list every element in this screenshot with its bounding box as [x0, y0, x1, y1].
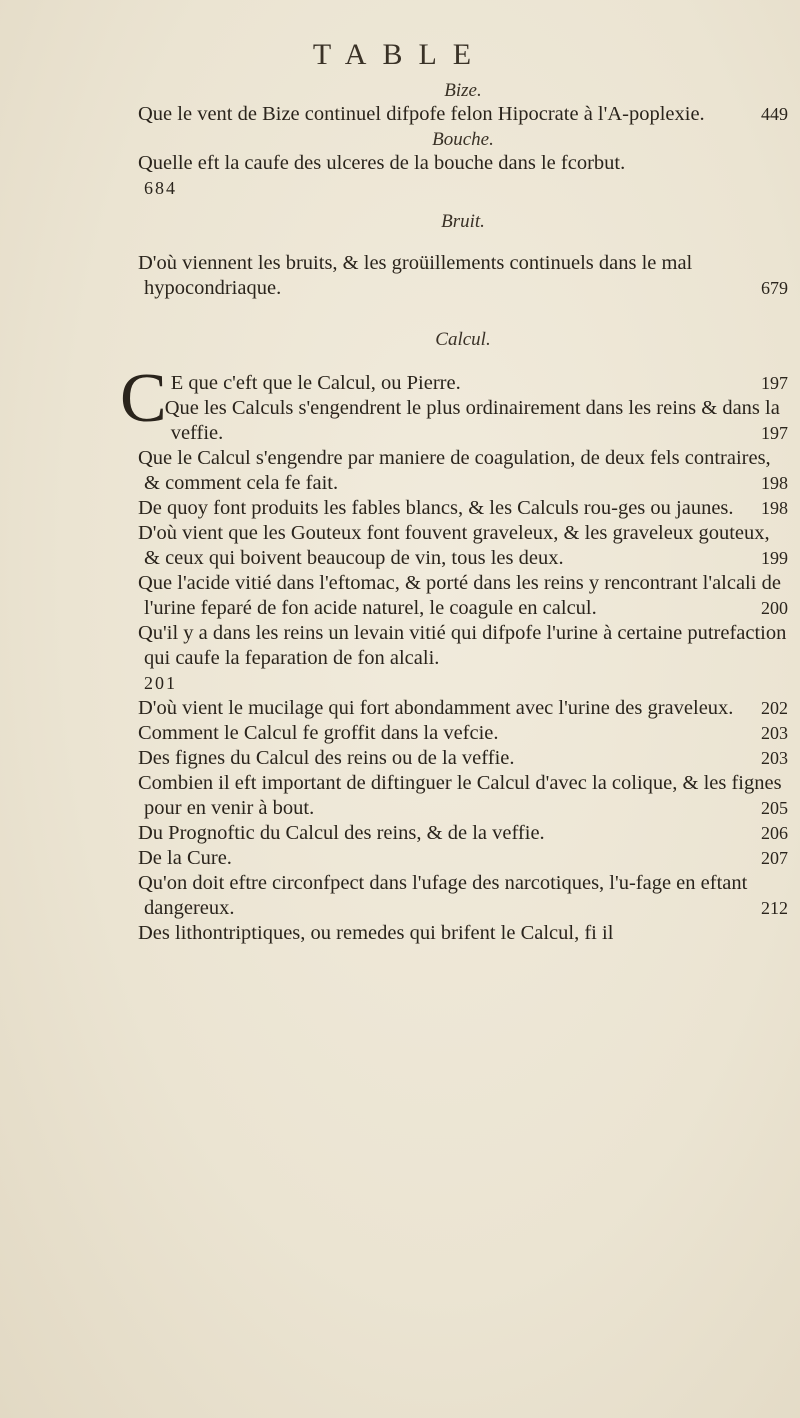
- entry-text: Du Prognoftic du Calcul des reins, & de la veffie.: [138, 822, 545, 844]
- entry-text: Quelle eft la caufe des ulceres de la bouche dans le fcorbut.: [138, 152, 626, 174]
- index-entry: [138, 621, 788, 696]
- entry-page: 212: [761, 898, 788, 918]
- entry-page: 201: [144, 673, 177, 693]
- entry-page: 207: [761, 848, 788, 868]
- index-entry: [138, 771, 788, 821]
- entry-page: 197: [761, 423, 788, 443]
- index-entry: [138, 746, 788, 771]
- entry-text: D'où viennent les bruits, & les groüillements continuels dans le mal hypocondriaque.: [138, 252, 693, 299]
- entry-page: 449: [761, 104, 788, 124]
- index-entry: [138, 846, 788, 871]
- index-entry: [138, 496, 788, 521]
- entry-text: Combien il eft important de diftinguer le Calcul d'avec la colique, & les fignes pour en venir à bout.: [138, 772, 782, 819]
- index-entry: [138, 721, 788, 746]
- heading-calcul: Calcul.: [435, 329, 491, 350]
- index-entry: [138, 696, 788, 721]
- running-head: TABLE: [312, 38, 488, 71]
- entry-page: 202: [761, 698, 788, 718]
- entry-page: 206: [761, 823, 788, 843]
- entry-page: 197: [761, 373, 788, 393]
- entry-text: Des fignes du Calcul des reins ou de la veffie.: [138, 747, 515, 769]
- entry-text: E que c'eft que le Calcul, ou Pierre.: [170, 372, 461, 394]
- index-entry: [138, 571, 788, 621]
- entry-page: 679: [761, 278, 788, 298]
- entry-text: Comment le Calcul fe groffit dans la vefcie.: [138, 722, 499, 744]
- entry-text: D'où vient le mucilage qui fort abondamment avec l'urine des graveleux.: [138, 697, 734, 719]
- index-entry: [138, 251, 788, 301]
- index-entry: [138, 521, 788, 571]
- index-entry: [138, 446, 788, 496]
- entry-text: De quoy font produits les fables blancs, & les Calculs rou-ges ou jaunes.: [138, 497, 734, 519]
- entry-page: 205: [761, 798, 788, 818]
- entry-text: Que les Calculs s'engendrent le plus ordinairement dans les reins & dans la veffie.: [164, 397, 780, 444]
- index-entry: [138, 821, 788, 846]
- drop-cap: C: [120, 360, 167, 437]
- entry-text: D'où vient que les Gouteux font fouvent graveleux, & les graveleux gouteux, & ceux qui boivent beaucoup de vin, tous les deux.: [138, 522, 770, 569]
- entry-page: 200: [761, 598, 788, 618]
- index-content: [120, 80, 788, 946]
- heading-bize: Bize.: [444, 80, 482, 101]
- heading-bouche: Bouche.: [432, 129, 494, 150]
- entry-text: Que le Calcul s'engendre par maniere de coagulation, de deux fels contraires, & comment cela fe fait.: [138, 447, 771, 494]
- entry-text: Qu'on doit eftre circonfpect dans l'ufage des narcotiques, l'u-fage en eftant dangereux.: [138, 872, 748, 919]
- index-entry: [138, 151, 788, 201]
- entry-text: Que le vent de Bize continuel difpofe felon Hipocrate à l'A-poplexie.: [138, 103, 705, 125]
- index-entry: [138, 102, 788, 127]
- index-entry: [138, 921, 788, 946]
- entry-text: Que l'acide vitié dans l'eftomac, & porté dans les reins y rencontrant l'alcali de l'urine feparé de fon acide naturel, le coagule en calcul.: [138, 572, 781, 619]
- entry-text: Des lithontriptiques, ou remedes qui brifent le Calcul, fi il: [138, 922, 614, 944]
- entry-page: 199: [761, 548, 788, 568]
- index-entry: [138, 396, 788, 446]
- entry-page: 203: [761, 723, 788, 743]
- entry-page: 198: [761, 498, 788, 518]
- heading-bruit: Bruit.: [441, 211, 485, 232]
- entry-page: 198: [761, 473, 788, 493]
- index-entry: [138, 871, 788, 921]
- entry-page: 684: [144, 178, 177, 198]
- entry-page: 203: [761, 748, 788, 768]
- entry-text: De la Cure.: [138, 847, 232, 869]
- entry-text: Qu'il y a dans les reins un levain vitié qui difpofe l'urine à certaine putrefaction qui caufe la feparation de fon alcali.: [138, 622, 787, 669]
